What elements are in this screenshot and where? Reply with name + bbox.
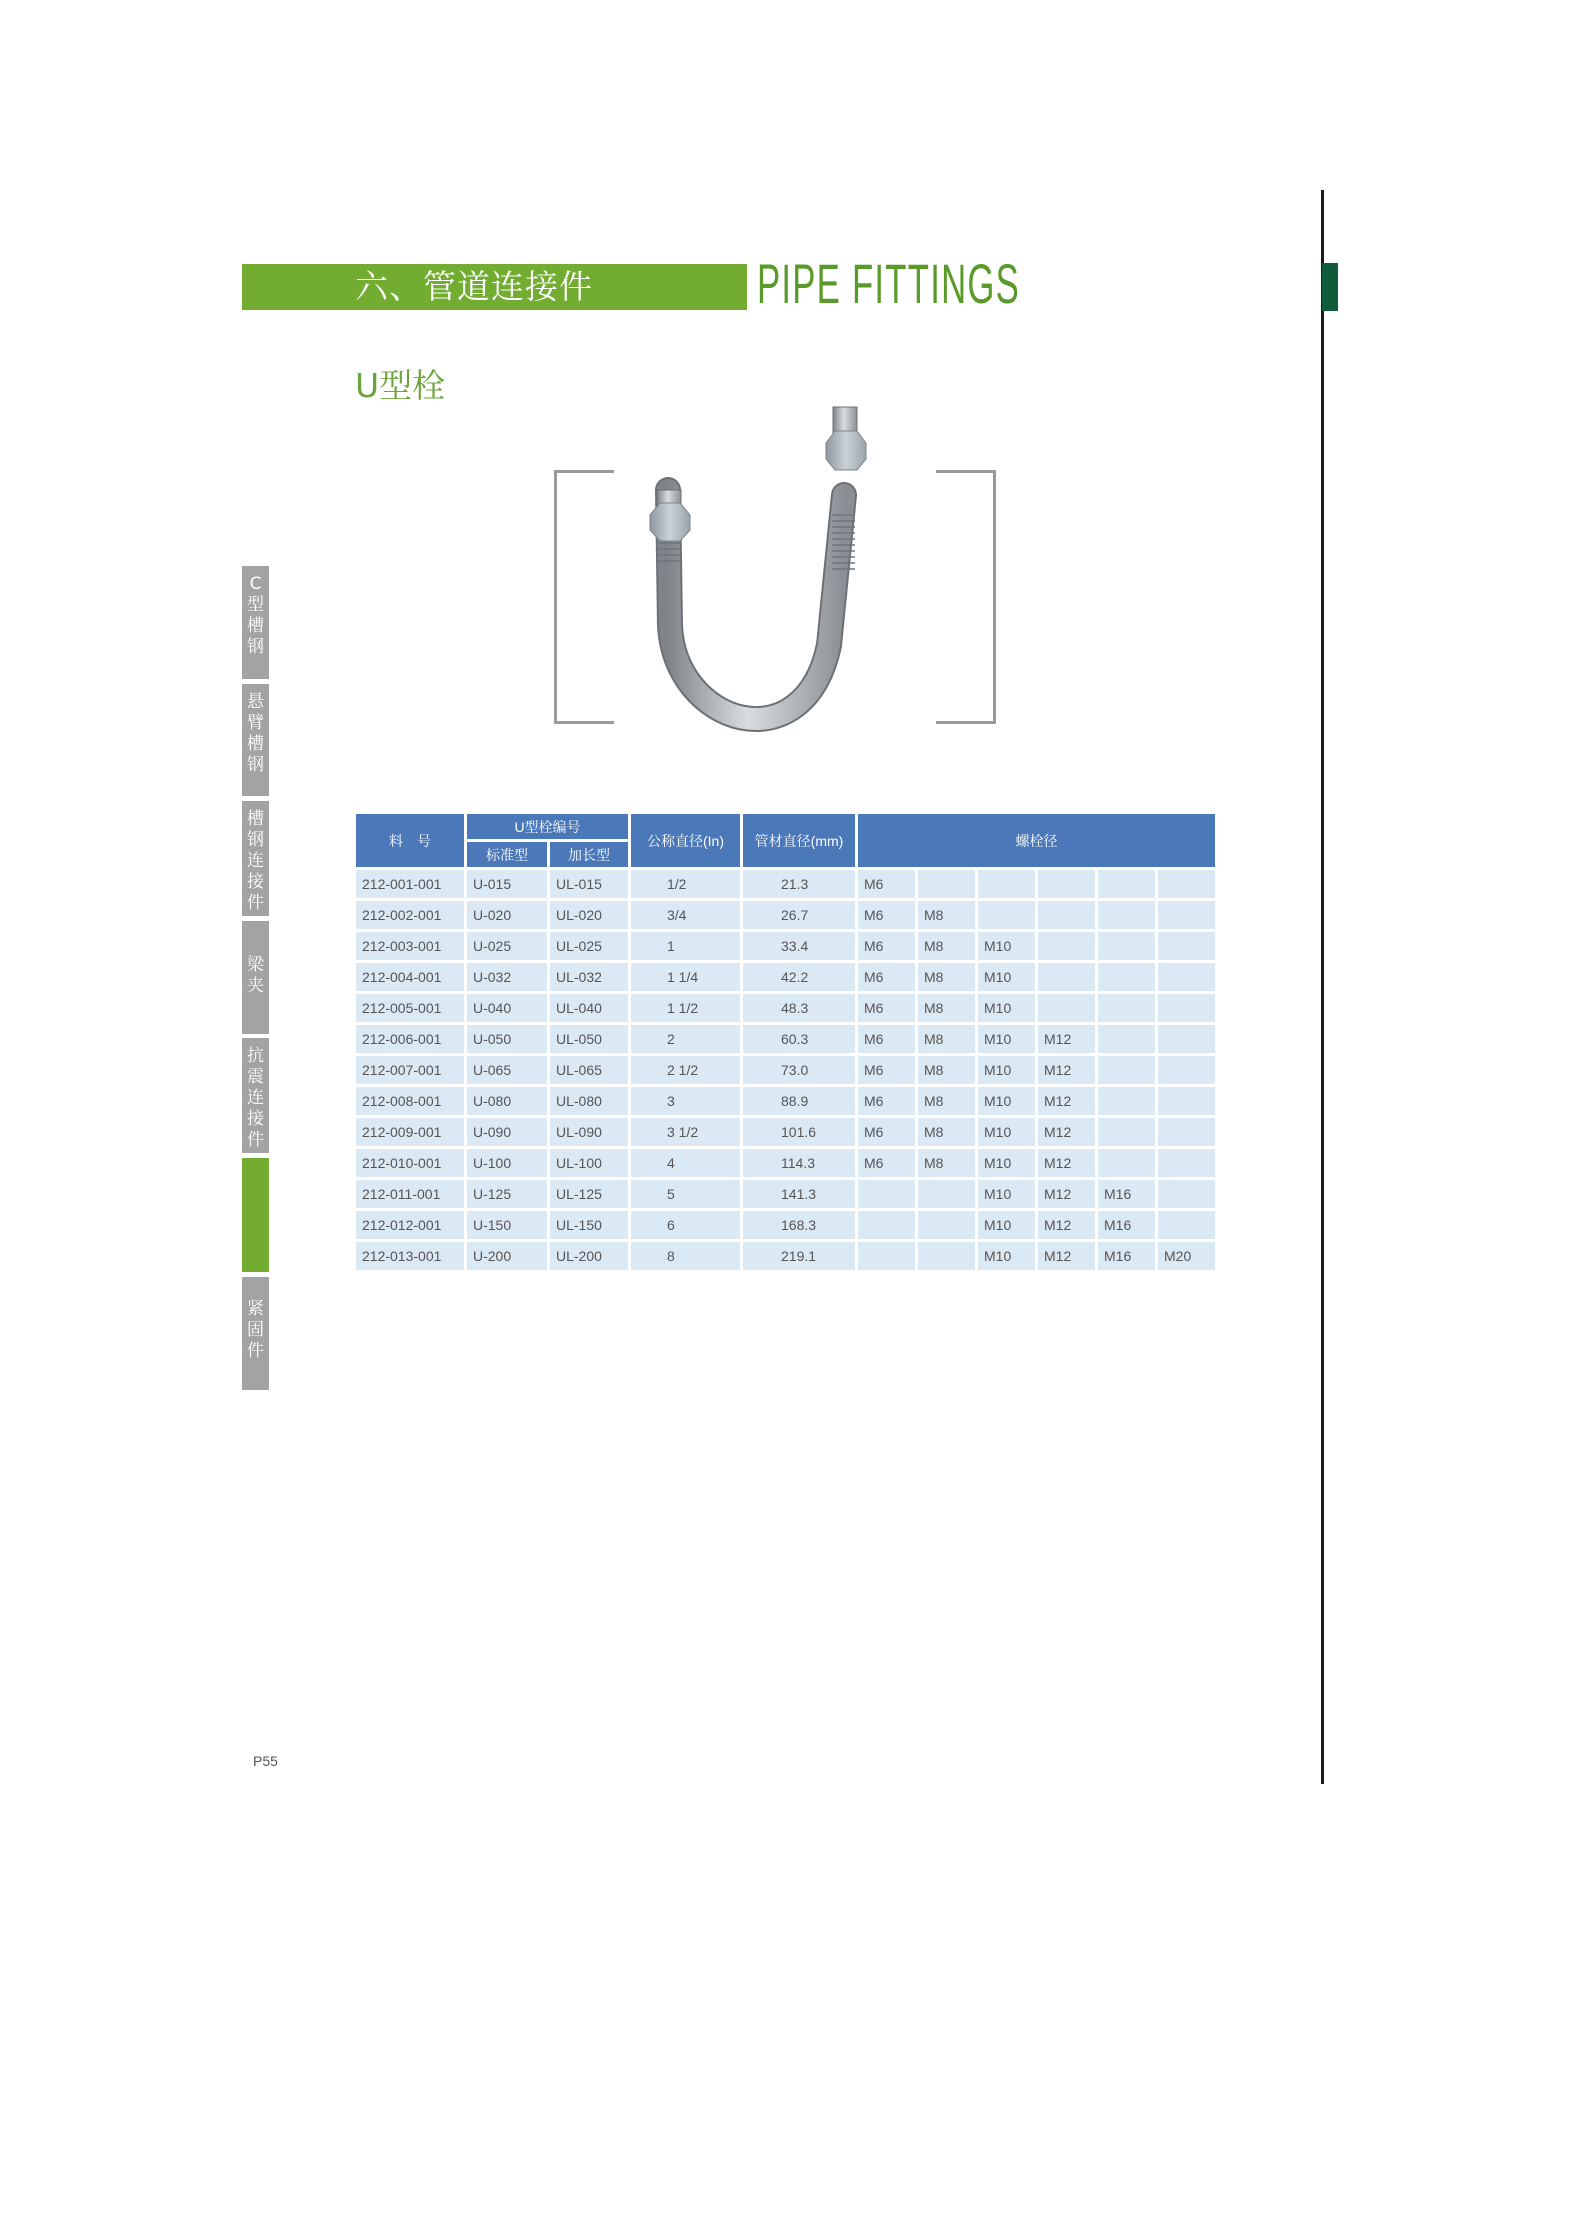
- header-extended: 加长型: [550, 842, 628, 867]
- cell-bolt-dia: [1158, 1087, 1215, 1115]
- cell-bolt-dia: [1158, 1149, 1215, 1177]
- cell-part-no: 212-003-001: [356, 932, 464, 960]
- cell-nominal-dia: 1 1/4: [631, 963, 740, 991]
- cell-extended: UL-065: [550, 1056, 628, 1084]
- cell-bolt-dia: M16: [1098, 1211, 1155, 1239]
- cell-standard: U-020: [467, 901, 547, 929]
- cell-bolt-dia: M10: [978, 1211, 1035, 1239]
- cell-standard: U-090: [467, 1118, 547, 1146]
- cell-standard: U-200: [467, 1242, 547, 1270]
- cell-pipe-dia: 101.6: [743, 1118, 855, 1146]
- cell-standard: U-015: [467, 870, 547, 898]
- cell-part-no: 212-012-001: [356, 1211, 464, 1239]
- header-ubolt-no: U型栓编号: [467, 814, 628, 839]
- cell-bolt-dia: [1098, 994, 1155, 1022]
- cell-bolt-dia: [1158, 1180, 1215, 1208]
- cell-extended: UL-200: [550, 1242, 628, 1270]
- cell-bolt-dia: M8: [918, 901, 975, 929]
- cell-pipe-dia: 33.4: [743, 932, 855, 960]
- cell-extended: UL-020: [550, 901, 628, 929]
- cell-bolt-dia: M10: [978, 1118, 1035, 1146]
- cell-bolt-dia: [1158, 1025, 1215, 1053]
- cell-bolt-dia: M6: [858, 1087, 915, 1115]
- cell-part-no: 212-005-001: [356, 994, 464, 1022]
- table-row: [356, 1180, 1215, 1208]
- cell-bolt-dia: [1158, 994, 1215, 1022]
- table-row: [356, 1025, 1215, 1053]
- cell-standard: U-025: [467, 932, 547, 960]
- cell-bolt-dia: M6: [858, 1056, 915, 1084]
- cell-bolt-dia: M6: [858, 994, 915, 1022]
- table-row: [356, 932, 1215, 960]
- cell-bolt-dia: M16: [1098, 1242, 1155, 1270]
- cell-pipe-dia: 48.3: [743, 994, 855, 1022]
- cell-bolt-dia: [1158, 1056, 1215, 1084]
- side-tab-seismic[interactable]: 抗震连接件: [242, 1038, 269, 1153]
- cell-standard: U-032: [467, 963, 547, 991]
- cell-pipe-dia: 60.3: [743, 1025, 855, 1053]
- cell-bolt-dia: [1158, 932, 1215, 960]
- cell-bolt-dia: [978, 901, 1035, 929]
- table-row: [356, 870, 1215, 898]
- cell-nominal-dia: 5: [631, 1180, 740, 1208]
- cell-standard: U-080: [467, 1087, 547, 1115]
- cell-standard: U-065: [467, 1056, 547, 1084]
- cell-bolt-dia: [1038, 870, 1095, 898]
- cell-pipe-dia: 26.7: [743, 901, 855, 929]
- cell-bolt-dia: M12: [1038, 1180, 1095, 1208]
- cell-bolt-dia: M8: [918, 1149, 975, 1177]
- cell-bolt-dia: [1158, 963, 1215, 991]
- page-number: P55: [253, 1753, 278, 1769]
- side-tab-channel-connector[interactable]: 槽钢连接件: [242, 801, 269, 916]
- cell-bolt-dia: M10: [978, 994, 1035, 1022]
- cell-bolt-dia: M6: [858, 963, 915, 991]
- cell-bolt-dia: [918, 1211, 975, 1239]
- section-title-en: PIPE FITTINGS: [757, 252, 1021, 315]
- cell-extended: UL-050: [550, 1025, 628, 1053]
- cell-nominal-dia: 4: [631, 1149, 740, 1177]
- header-bolt-dia: 螺栓径: [858, 814, 1215, 867]
- cell-extended: UL-080: [550, 1087, 628, 1115]
- cell-bolt-dia: M16: [1098, 1180, 1155, 1208]
- cell-bolt-dia: [1098, 932, 1155, 960]
- cell-bolt-dia: M6: [858, 870, 915, 898]
- cell-bolt-dia: [858, 1211, 915, 1239]
- cell-bolt-dia: [1098, 1025, 1155, 1053]
- cell-bolt-dia: [1098, 1056, 1155, 1084]
- header-standard: 标准型: [467, 842, 547, 867]
- table-row: [356, 1211, 1215, 1239]
- cell-bolt-dia: [1158, 1211, 1215, 1239]
- cell-part-no: 212-010-001: [356, 1149, 464, 1177]
- cell-bolt-dia: [918, 870, 975, 898]
- cell-bolt-dia: [1158, 870, 1215, 898]
- cell-extended: UL-032: [550, 963, 628, 991]
- table-row: [356, 1087, 1215, 1115]
- table-row: [356, 963, 1215, 991]
- cell-bolt-dia: [858, 1180, 915, 1208]
- cell-bolt-dia: [1038, 901, 1095, 929]
- cell-nominal-dia: 1 1/2: [631, 994, 740, 1022]
- cell-pipe-dia: 219.1: [743, 1242, 855, 1270]
- cell-bolt-dia: [1038, 994, 1095, 1022]
- cell-bolt-dia: M6: [858, 932, 915, 960]
- cell-extended: UL-090: [550, 1118, 628, 1146]
- product-title: U型栓: [355, 366, 446, 405]
- section-marker: [1322, 263, 1338, 311]
- header-nominal-dia: 公称直径(In): [631, 814, 740, 867]
- cell-bolt-dia: M10: [978, 963, 1035, 991]
- side-tab-c-channel[interactable]: C型槽钢: [242, 566, 269, 679]
- cell-nominal-dia: 1: [631, 932, 740, 960]
- cell-bolt-dia: M6: [858, 901, 915, 929]
- cell-part-no: 212-013-001: [356, 1242, 464, 1270]
- cell-nominal-dia: 1/2: [631, 870, 740, 898]
- cell-bolt-dia: M8: [918, 1056, 975, 1084]
- cell-nominal-dia: 3/4: [631, 901, 740, 929]
- side-tab-beam-clamp[interactable]: 梁夹: [242, 921, 269, 1034]
- cell-bolt-dia: M8: [918, 1025, 975, 1053]
- cell-part-no: 212-009-001: [356, 1118, 464, 1146]
- cell-bolt-dia: [1038, 963, 1095, 991]
- cell-bolt-dia: [918, 1242, 975, 1270]
- cell-extended: UL-025: [550, 932, 628, 960]
- cell-bolt-dia: [1098, 870, 1155, 898]
- cell-part-no: 212-004-001: [356, 963, 464, 991]
- cell-bolt-dia: [858, 1242, 915, 1270]
- cell-bolt-dia: [1098, 1149, 1155, 1177]
- cell-bolt-dia: M6: [858, 1118, 915, 1146]
- cell-part-no: 212-006-001: [356, 1025, 464, 1053]
- cell-bolt-dia: [1158, 901, 1215, 929]
- cell-bolt-dia: M12: [1038, 1118, 1095, 1146]
- cell-part-no: 212-011-001: [356, 1180, 464, 1208]
- cell-pipe-dia: 73.0: [743, 1056, 855, 1084]
- section-title: 六、管道连接件: [355, 267, 593, 306]
- u-bolt-spec-table: [353, 811, 1218, 1273]
- cell-bolt-dia: [1098, 963, 1155, 991]
- cell-standard: U-150: [467, 1211, 547, 1239]
- cell-nominal-dia: 2: [631, 1025, 740, 1053]
- cell-nominal-dia: 2 1/2: [631, 1056, 740, 1084]
- table-row: [356, 1056, 1215, 1084]
- cell-part-no: 212-002-001: [356, 901, 464, 929]
- cell-bolt-dia: M10: [978, 1056, 1035, 1084]
- table-row: [356, 1242, 1215, 1270]
- header-part-no: 料 号: [356, 814, 464, 867]
- cell-bolt-dia: M6: [858, 1025, 915, 1053]
- cell-bolt-dia: [1098, 901, 1155, 929]
- cell-part-no: 212-007-001: [356, 1056, 464, 1084]
- cell-bolt-dia: M10: [978, 1025, 1035, 1053]
- header-pipe-dia: 管材直径(mm): [743, 814, 855, 867]
- table-row: [356, 994, 1215, 1022]
- cell-bolt-dia: M6: [858, 1149, 915, 1177]
- cell-bolt-dia: M8: [918, 932, 975, 960]
- cell-bolt-dia: [1098, 1087, 1155, 1115]
- table-row: [356, 1118, 1215, 1146]
- cell-bolt-dia: M20: [1158, 1242, 1215, 1270]
- cell-bolt-dia: M10: [978, 932, 1035, 960]
- cell-bolt-dia: [1158, 1118, 1215, 1146]
- cell-extended: UL-100: [550, 1149, 628, 1177]
- cell-bolt-dia: [978, 870, 1035, 898]
- cell-standard: U-100: [467, 1149, 547, 1177]
- cell-pipe-dia: 168.3: [743, 1211, 855, 1239]
- cell-bolt-dia: [1098, 1118, 1155, 1146]
- cell-bolt-dia: M8: [918, 963, 975, 991]
- cell-standard: U-040: [467, 994, 547, 1022]
- cell-part-no: 212-001-001: [356, 870, 464, 898]
- cell-standard: U-125: [467, 1180, 547, 1208]
- cell-pipe-dia: 114.3: [743, 1149, 855, 1177]
- side-tab-cantilever[interactable]: 悬臂槽钢: [242, 684, 269, 796]
- cell-bolt-dia: M8: [918, 994, 975, 1022]
- side-tab-pipe-fittings[interactable]: [242, 1158, 269, 1272]
- cell-bolt-dia: M10: [978, 1180, 1035, 1208]
- cell-bolt-dia: M12: [1038, 1025, 1095, 1053]
- cell-bolt-dia: M12: [1038, 1149, 1095, 1177]
- image-bracket-left: [554, 470, 614, 724]
- page-divider-line: [1321, 190, 1324, 1784]
- table-row: [356, 1149, 1215, 1177]
- cell-bolt-dia: [1038, 932, 1095, 960]
- cell-bolt-dia: M10: [978, 1087, 1035, 1115]
- cell-extended: UL-040: [550, 994, 628, 1022]
- image-bracket-right: [936, 470, 996, 724]
- cell-bolt-dia: M10: [978, 1242, 1035, 1270]
- cell-bolt-dia: M10: [978, 1149, 1035, 1177]
- cell-bolt-dia: [918, 1180, 975, 1208]
- cell-nominal-dia: 3 1/2: [631, 1118, 740, 1146]
- cell-pipe-dia: 42.2: [743, 963, 855, 991]
- side-tab-fasteners[interactable]: 紧固件: [242, 1277, 269, 1390]
- cell-bolt-dia: M12: [1038, 1056, 1095, 1084]
- cell-nominal-dia: 8: [631, 1242, 740, 1270]
- cell-bolt-dia: M8: [918, 1118, 975, 1146]
- cell-pipe-dia: 141.3: [743, 1180, 855, 1208]
- cell-bolt-dia: M8: [918, 1087, 975, 1115]
- cell-bolt-dia: M12: [1038, 1087, 1095, 1115]
- cell-part-no: 212-008-001: [356, 1087, 464, 1115]
- cell-extended: UL-125: [550, 1180, 628, 1208]
- u-bolt-image: [614, 395, 934, 765]
- cell-extended: UL-015: [550, 870, 628, 898]
- cell-pipe-dia: 21.3: [743, 870, 855, 898]
- cell-extended: UL-150: [550, 1211, 628, 1239]
- cell-standard: U-050: [467, 1025, 547, 1053]
- cell-pipe-dia: 88.9: [743, 1087, 855, 1115]
- cell-bolt-dia: M12: [1038, 1211, 1095, 1239]
- cell-nominal-dia: 3: [631, 1087, 740, 1115]
- cell-bolt-dia: M12: [1038, 1242, 1095, 1270]
- cell-nominal-dia: 6: [631, 1211, 740, 1239]
- table-row: [356, 901, 1215, 929]
